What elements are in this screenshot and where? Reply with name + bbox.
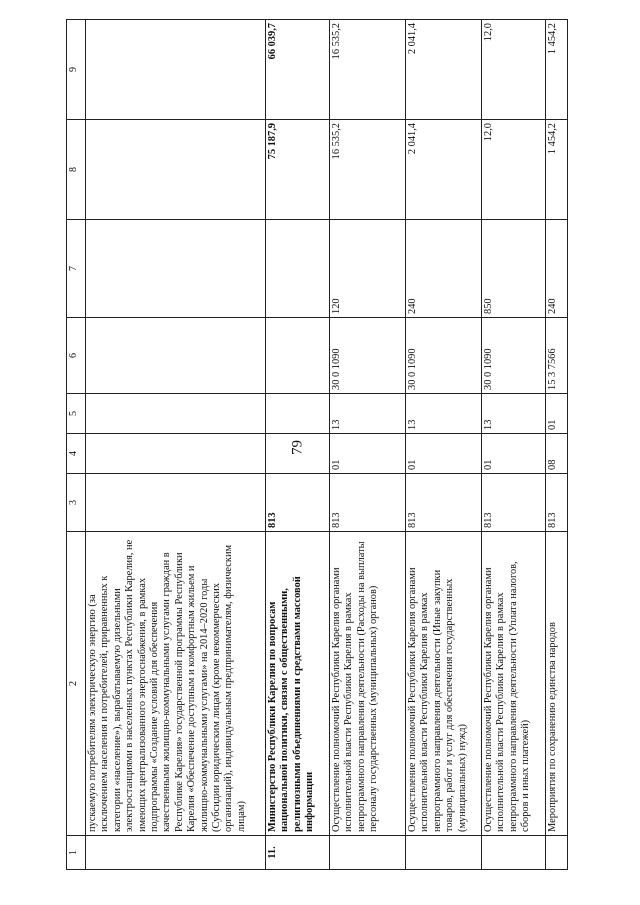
cell-amount-1 bbox=[86, 120, 266, 220]
cell-section: 08 bbox=[546, 434, 568, 474]
cell-ministry-code: 813 bbox=[330, 474, 406, 532]
header-col-1: 1 bbox=[67, 836, 86, 870]
cell-amount-2: 12,0 bbox=[482, 20, 546, 120]
cell-amount-1: 16 535,2 bbox=[330, 120, 406, 220]
table-row bbox=[406, 20, 482, 870]
cell-expense-type: 240 bbox=[406, 220, 482, 318]
cell-expense-type: 240 bbox=[546, 220, 568, 318]
cell-amount-1: 12,0 bbox=[482, 120, 546, 220]
row-index: 11. bbox=[266, 836, 330, 870]
cell-subsection bbox=[86, 394, 266, 434]
cell-ministry-code: 813 bbox=[482, 474, 546, 532]
table-row bbox=[330, 20, 406, 870]
cell-subsection: 13 bbox=[482, 394, 546, 434]
cell-amount-1: 75 187,9 bbox=[266, 120, 330, 220]
row-description: Осуществление полномочий Республики Карелия органами исполнительной власти Республики Карелия в рамках непрограммного направления деятельности (Уплата налогов, сборов и иных платежей) bbox=[482, 532, 546, 836]
cell-ministry-code: 813 bbox=[546, 474, 568, 532]
header-col-8: 8 bbox=[67, 120, 86, 220]
cell-expense-type: 120 bbox=[330, 220, 406, 318]
header-col-3: 3 bbox=[67, 474, 86, 532]
table-row bbox=[546, 20, 568, 870]
cell-section bbox=[266, 434, 330, 474]
cell-target-article: 15 3 7566 bbox=[546, 318, 568, 394]
page-number: 79 bbox=[289, 440, 306, 455]
cell-amount-2: 2 041,4 bbox=[406, 20, 482, 120]
row-index bbox=[86, 836, 266, 870]
cell-section: 01 bbox=[330, 434, 406, 474]
row-description: Министерство Республики Карелия по вопросам национальной политики, связям с общественными, религиозными объединениями и средствами массовой информации bbox=[266, 532, 330, 836]
cell-ministry-code bbox=[86, 474, 266, 532]
cell-ministry-code: 813 bbox=[406, 474, 482, 532]
cell-section: 01 bbox=[406, 434, 482, 474]
cell-section: 01 bbox=[482, 434, 546, 474]
cell-target-article: 30 0 1090 bbox=[406, 318, 482, 394]
cell-target-article: 30 0 1090 bbox=[482, 318, 546, 394]
row-description: Осуществление полномочий Республики Карелия органами исполнительной власти Республики Карелия в рамках непрограммного направления деятельности (Иные закупки товаров, работ и услуг для обеспечения государственных (муниципальных) нужд) bbox=[406, 532, 482, 836]
cell-amount-2 bbox=[86, 20, 266, 120]
cell-amount-2: 1 454,2 bbox=[546, 20, 568, 120]
cell-amount-2: 16 535,2 bbox=[330, 20, 406, 120]
cell-target-article bbox=[86, 318, 266, 394]
cell-amount-1: 1 454,2 bbox=[546, 120, 568, 220]
cell-expense-type bbox=[266, 220, 330, 318]
table-row bbox=[86, 20, 266, 870]
row-index bbox=[482, 836, 546, 870]
cell-subsection: 01 bbox=[546, 394, 568, 434]
rotated-table bbox=[66, 20, 611, 870]
row-index bbox=[546, 836, 568, 870]
cell-ministry-code: 813 bbox=[266, 474, 330, 532]
cell-expense-type bbox=[86, 220, 266, 318]
cell-amount-2: 66 039,7 bbox=[266, 20, 330, 120]
header-col-2: 2 bbox=[67, 532, 86, 836]
row-index bbox=[330, 836, 406, 870]
budget-table bbox=[66, 19, 568, 870]
header-col-9: 9 bbox=[67, 20, 86, 120]
header-row bbox=[67, 20, 86, 870]
table-row bbox=[482, 20, 546, 870]
cell-expense-type: 850 bbox=[482, 220, 546, 318]
row-description: Мероприятия по сохранению единства народов bbox=[546, 532, 568, 836]
header-col-6: 6 bbox=[67, 318, 86, 394]
cell-target-article bbox=[266, 318, 330, 394]
cell-subsection bbox=[266, 394, 330, 434]
cell-target-article: 30 0 1090 bbox=[330, 318, 406, 394]
cell-subsection: 13 bbox=[330, 394, 406, 434]
cell-section bbox=[86, 434, 266, 474]
header-col-4: 4 bbox=[67, 434, 86, 474]
row-index bbox=[406, 836, 482, 870]
row-description: Осуществление полномочий Республики Карелия органами исполнительной власти Республики Карелия в рамках непрограммного направления деятельности (Расходы на выплаты персоналу государственных (муниципальных) органов) bbox=[330, 532, 406, 836]
cell-subsection: 13 bbox=[406, 394, 482, 434]
budget-table-container bbox=[66, 20, 611, 870]
header-col-5: 5 bbox=[67, 394, 86, 434]
header-col-7: 7 bbox=[67, 220, 86, 318]
table-row bbox=[266, 20, 330, 870]
cell-amount-1: 2 041,4 bbox=[406, 120, 482, 220]
row-description: пускаемую потребителям электрическую энергию (за исключением населения и потребителей, приравненных к категории «население»), вырабатываемую дизельными электростанциями в населенных пунктах Республики Карелия, не имеющих централизованного энергоснабжения, в рамках подпрограммы «Создание условий для обеспечения качественными жилищно-коммунальными услугами граждан в Республике Карелия» государственной программы Республики Карелия «Обеспечение доступным и комфортным жильем и жилищно-коммунальными услугами» на 2014–2020 годы (Субсидии юридическим лицам (кроме некоммерческих организаций), индивидуальным предпринимателям, физическим лицам) bbox=[86, 532, 266, 836]
